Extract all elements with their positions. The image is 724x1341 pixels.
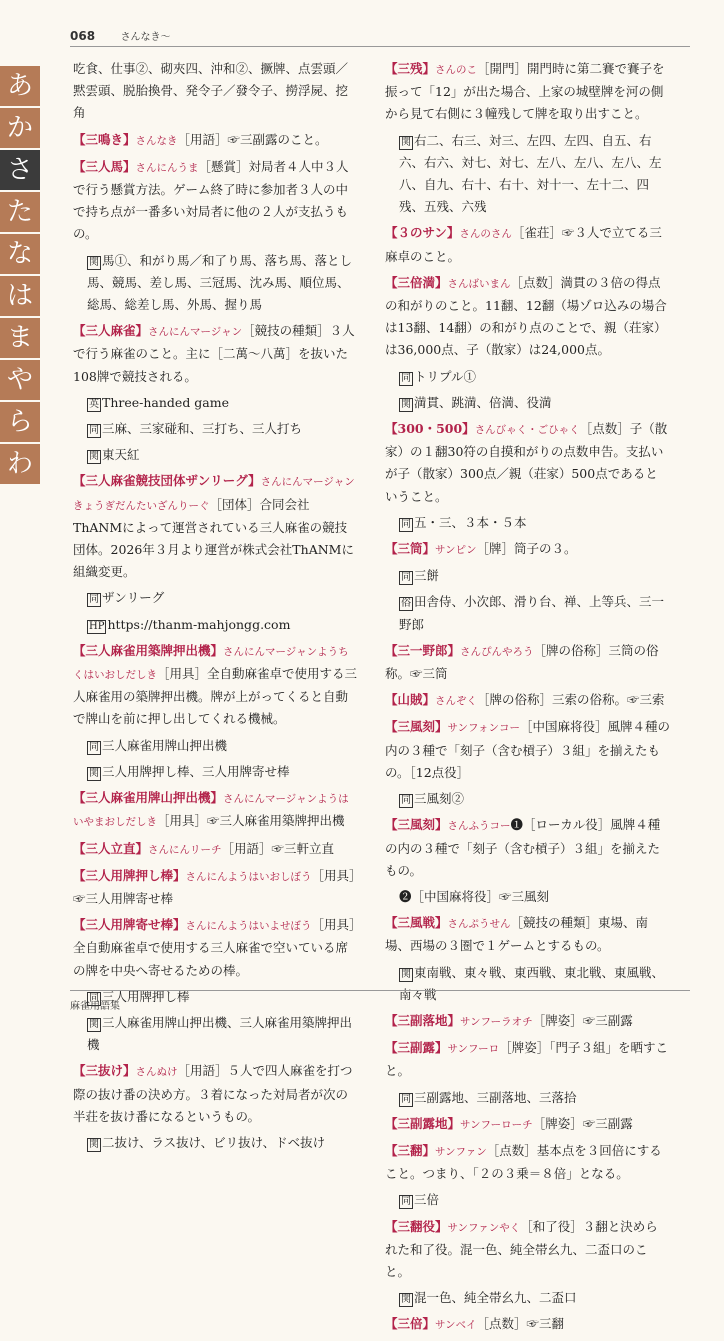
- entry-note: [385, 1087, 670, 1109]
- entry-note: [385, 1189, 670, 1211]
- entry-note: [73, 735, 358, 757]
- dictionary-entry: [73, 129, 358, 152]
- entry-note: [73, 1132, 358, 1154]
- page-header: [70, 28, 690, 47]
- entry-note: [385, 366, 670, 388]
- reading: さんにんリーチ: [148, 843, 222, 856]
- label-badge: 同: [401, 372, 411, 384]
- index-tab[interactable]: や: [0, 360, 40, 400]
- index-tab[interactable]: あ: [0, 66, 40, 106]
- label-badge: 同: [401, 795, 411, 807]
- entry-text: ［競技の種類］３人で行う麻雀のこと。主に［二萬〜八萬］を抜いた108牌で競技される。: [73, 323, 355, 384]
- headword: 【三人麻雀用築牌押出機】: [73, 642, 224, 658]
- dictionary-entry: [385, 1140, 670, 1185]
- entry-text: ［用具］☞三人用牌寄せ棒: [73, 867, 356, 906]
- reading: さんぞく: [435, 695, 478, 708]
- dictionary-entry: [385, 1216, 670, 1284]
- headword: 【三副落地】: [385, 1012, 461, 1028]
- right-column: [385, 58, 670, 1341]
- label-badge: 関: [401, 1294, 411, 1306]
- dictionary-entry: [73, 838, 358, 861]
- entry-note: [385, 1287, 670, 1309]
- label-badge: 関: [89, 451, 99, 463]
- entry-note: [73, 614, 358, 636]
- headword: 【三筒】: [385, 541, 436, 557]
- entry-text: 三餅: [414, 568, 440, 584]
- reading: サンフォンコー: [447, 722, 520, 735]
- reading: サンフーラオチ: [460, 1015, 533, 1028]
- dictionary-entry: [385, 1037, 670, 1082]
- reading: サンベイ: [435, 1319, 477, 1332]
- entry-text: 吃食、仕事②、砌夾四、沖和②、撅牌、点雲頭／黙雲頭、脱胎換骨、発令子／發令子、撈浮屍、挖角: [73, 61, 349, 121]
- dictionary-entry: [385, 222, 670, 267]
- entry-note: [73, 392, 358, 414]
- entry-text: 五・三、３本・５本: [414, 514, 527, 530]
- entry-text: 満貫、跳満、倍満、役満: [414, 394, 552, 410]
- entry-text: ［点数］基本点を３回倍にすること。つまり、「２の３乗＝８倍」となる。: [385, 1142, 662, 1182]
- headword: 【三残】: [385, 61, 436, 76]
- entry-text: トリプル①: [414, 368, 477, 384]
- entry-text: 三人用牌押し棒: [102, 988, 190, 1004]
- entry-note: [385, 392, 670, 414]
- dictionary-entry: [73, 156, 358, 246]
- dictionary-entry: [385, 418, 670, 508]
- headword: 【三風刻】: [385, 817, 448, 833]
- entry-note: [385, 788, 670, 810]
- index-tab[interactable]: は: [0, 276, 40, 316]
- dictionary-entry: [385, 689, 670, 712]
- reading: さんぷうせん: [447, 918, 511, 931]
- entry-text: 三人用牌押し棒、三人用牌寄せ棒: [102, 763, 290, 779]
- index-tab[interactable]: ら: [0, 402, 40, 442]
- reading: サンフーロ: [447, 1043, 500, 1056]
- entry-text: ［懸賞］対局者４人中３人で行う懸賞方法。ゲーム終了時に参加者３人の中で持ち点が一番多い対局者に他の２人が支払うもの。: [73, 158, 349, 242]
- reading: サンファン: [435, 1145, 487, 1158]
- index-tab[interactable]: か: [0, 108, 40, 148]
- entry-text: ［中国麻将役］風牌４種の内の３種で「刻子（含む槓子）３組」を揃えたもの。［12点役］: [385, 719, 670, 780]
- headword: 【３のサン】: [385, 225, 460, 241]
- reading: サンフーローチ: [460, 1118, 533, 1131]
- entry-text: ［牌の俗称］三索の俗称。☞三索: [477, 692, 665, 708]
- headword: 【三風戦】: [385, 915, 448, 931]
- headword: 【三人用牌寄せ棒】: [73, 917, 186, 933]
- label-badge: 英: [89, 398, 99, 410]
- entry-note: [385, 130, 670, 219]
- entry-text: ❶［ローカル役］風牌４種の内の３種で「刻子（含む槓子）３組」を揃えたもの。: [385, 817, 661, 878]
- dictionary-entry: [385, 272, 670, 362]
- index-tab[interactable]: た: [0, 192, 40, 232]
- dictionary-entry: [385, 58, 670, 126]
- entry-note: [73, 250, 358, 317]
- page-number: 068: [70, 29, 96, 43]
- entry-text: 三風刻②: [414, 791, 465, 807]
- label-badge: 関: [89, 1018, 99, 1030]
- dictionary-entry: [73, 865, 358, 910]
- entry-text: ［団体］合同会社ThANMによって運営されている三人麻雀の競技団体。2026年３月より運営が株式会社ThANMに組織変更。: [73, 496, 354, 580]
- section-label: さんなき〜: [120, 32, 171, 43]
- index-tab[interactable]: さ: [0, 150, 40, 190]
- entry-text: ［牌］筒子の３。: [476, 541, 577, 557]
- index-tab[interactable]: ま: [0, 318, 40, 358]
- label-badge: 関: [89, 767, 99, 779]
- entry-text: 三人麻雀用牌山押出機、三人麻雀用築牌押出機: [87, 1014, 353, 1053]
- entry-text: 三副露地、三副落地、三落拾: [414, 1089, 577, 1105]
- entry-text: 田舎侍、小次郎、滑り台、禅、上等兵、三一野郎: [399, 594, 665, 632]
- dictionary-entry: [73, 320, 358, 388]
- entry-text: ［競技の種類］東場、南場、西場の３圏で１ゲームとするもの。: [385, 915, 649, 954]
- page-footer: 麻雀用語集: [70, 990, 690, 1012]
- entry-text: ［点数］子（散家）の１翻30符の自摸和がりの点数申告。支払いが子（散家）300点／親（荘家）500点であるということ。: [385, 421, 668, 504]
- index-tab[interactable]: な: [0, 234, 40, 274]
- entry-note: [73, 444, 358, 466]
- dictionary-entry: [385, 814, 670, 882]
- reading: さんにんマージャンようちくはいおしだしき: [73, 645, 349, 682]
- entry-text: ［用語］５人で四人麻雀を打つ際の抜け番の決め方。３着になった対局者が次の半荘を抜け番になるというもの。: [73, 1063, 353, 1124]
- headword: 【三人麻雀競技団体ザンリーグ】: [73, 473, 261, 489]
- label-badge: 関: [401, 136, 411, 148]
- dictionary-entry: [73, 1060, 358, 1128]
- label-badge: HP: [89, 620, 105, 632]
- entry-note: [73, 418, 358, 440]
- entry-text: 東天紅: [102, 447, 140, 463]
- reading: さんぴんやろう: [460, 645, 534, 658]
- headword: 【三人馬】: [73, 158, 136, 174]
- reading: さんにんマージャン: [148, 326, 243, 339]
- reading: さんびゃく・ごひゃく: [474, 424, 580, 437]
- entry-text: ［和了役］３翻と決められた和了役。混一色、純全帯幺九、二盃口のこと。: [385, 1218, 658, 1279]
- label-badge: 関: [89, 256, 99, 268]
- entry-text: ［用具］☞三人麻雀用築牌押出機: [157, 813, 345, 829]
- label-badge: 同: [401, 1093, 411, 1105]
- dictionary-entry: [385, 1010, 670, 1033]
- label-badge: 同: [401, 518, 411, 530]
- entry-text: 三麻、三家碰和、三打ち、三人打ち: [102, 421, 303, 437]
- entry-text: ［牌の俗称］三筒の俗称。☞三筒: [385, 642, 659, 682]
- label-badge: 関: [401, 398, 411, 410]
- entry-text: ［用語］☞三副露のこと。: [177, 131, 328, 147]
- entry-text[interactable]: https://thanm-mahjongg.com: [107, 616, 291, 632]
- headword: 【三翻役】: [385, 1218, 448, 1234]
- entry-text: ザンリーグ: [102, 590, 165, 606]
- headword: 【三副露】: [385, 1040, 448, 1056]
- reading: さんなき: [135, 134, 178, 147]
- headword: 【三人用牌押し棒】: [73, 867, 186, 883]
- dictionary-entry: [385, 1313, 670, 1336]
- reading: さんにんマージャンきょうぎだんたいざんりーぐ: [73, 476, 355, 512]
- dictionary-entry: [385, 716, 670, 784]
- headword: 【三風刻】: [385, 719, 448, 735]
- entry-text: ［用語］☞三軒立直: [221, 840, 335, 856]
- dictionary-entry: [73, 787, 358, 833]
- entry-text: 三倍: [414, 1192, 440, 1208]
- reading: さんにんうま: [135, 161, 199, 174]
- entry-note: [73, 1012, 358, 1056]
- reading: さんにんようはいよせぼう: [185, 920, 312, 933]
- reading: さんぬけ: [135, 1066, 178, 1079]
- entry-text: 三人麻雀用牌山押出機: [102, 737, 228, 753]
- entry-text: 二抜け、ラス抜け、ビリ抜け、ドベ抜け: [102, 1134, 326, 1150]
- entry-note: [385, 512, 670, 534]
- entry-text: ［点数］満貫の３倍の得点の和がりのこと。11翻、12翻（場ゾロ込みの場合は13翻、14翻）の和がり点のことで、親（荘家）は36,000点、子（散家）は24,000点。: [385, 274, 667, 358]
- dictionary-entry: [385, 538, 670, 561]
- reading: さんにんようはいおしぼう: [185, 870, 312, 883]
- headword: 【三人立直】: [73, 840, 149, 856]
- entry-text: ［用具］全自動麻雀卓で使用する三人麻雀用の築牌押出機。牌が上がってくると自動で牌山を前に押し出してくれる機械。: [73, 666, 358, 727]
- index-tabs: [0, 66, 40, 486]
- entry-note: [73, 761, 358, 783]
- index-tab[interactable]: わ: [0, 444, 40, 484]
- entry-text: ［雀荘］☞３人で立てる三麻卓のこと。: [385, 225, 662, 264]
- reading: サンピン: [435, 544, 477, 557]
- dictionary-entry: [385, 640, 670, 685]
- entry-text: Three-handed game: [102, 394, 230, 410]
- dictionary-entry: [73, 470, 358, 583]
- dictionary-entry: [385, 1113, 670, 1136]
- entry-note: [73, 58, 358, 125]
- headword: 【三人麻雀】: [73, 323, 149, 339]
- entry-note: [385, 591, 670, 635]
- label-badge: 関: [89, 1138, 99, 1150]
- reading: さんにんマージャンようはいやまおしだしき: [73, 793, 349, 829]
- entry-note: [385, 886, 670, 908]
- entry-text: ［開門］開門時に第二賽で賽子を振って「12」が出た場合、上家の城壁牌を河の側から見て右側に３幢残して牌を取り出すこと。: [385, 61, 665, 122]
- headword: 【三副露地】: [385, 1115, 461, 1131]
- entry-text: ［牌姿］「門子３組」を晒すこと。: [385, 1040, 668, 1079]
- headword: 【三一野郎】: [385, 642, 461, 658]
- label-badge: 関: [401, 968, 411, 980]
- reading: さんのこ: [435, 64, 478, 76]
- headword: 【三倍満】: [385, 274, 448, 290]
- dictionary-entry: [385, 912, 670, 957]
- headword: 【三人麻雀用牌山押出機】: [73, 790, 224, 806]
- headword: 【300・500】: [385, 421, 475, 437]
- entry-note: [73, 587, 358, 609]
- entry-text: ［用具］全自動麻雀卓で使用する三人麻雀で空いている席の牌を中央へ寄せるための棒。: [73, 917, 356, 978]
- entry-text: ❷［中国麻将役］☞三風刻: [399, 888, 550, 904]
- label-badge: 同: [89, 594, 99, 606]
- reading: さんばいまん: [447, 277, 511, 290]
- entry-text: 東南戦、東々戦、東西戦、東北戦、東風戦、南々戦: [399, 964, 665, 1002]
- entry-note: [385, 565, 670, 587]
- headword: 【三翻】: [385, 1142, 436, 1158]
- reading: さんのさん: [459, 228, 512, 241]
- headword: 【三鳴き】: [73, 131, 136, 147]
- label-badge: 俗: [401, 598, 411, 610]
- label-badge: 同: [401, 1196, 411, 1208]
- label-badge: 同: [401, 572, 411, 584]
- entry-text: 馬①、和がり馬／和了り馬、落ち馬、落とし馬、競馬、差し馬、三冠馬、沈み馬、順位馬、総馬、総差し馬、外馬、握り馬: [87, 252, 353, 313]
- entry-text: 右二、右三、対三、左四、左四、自五、右六、右六、対七、対七、左八、左八、左八、左八、自九、右十、右十、対十一、左十二、四残、五残、六残: [399, 132, 662, 215]
- entry-text: 混一色、純全帯幺九、二盃口: [414, 1290, 577, 1306]
- dictionary-entry: [73, 914, 358, 982]
- label-badge: 同: [89, 741, 99, 753]
- entry-text: ［牌姿］☞三副露: [532, 1115, 633, 1131]
- label-badge: 同: [89, 425, 99, 437]
- headword: 【三抜け】: [73, 1063, 136, 1079]
- entry-text: ［点数］☞三翻: [476, 1316, 565, 1332]
- headword: 【三倍】: [385, 1316, 436, 1332]
- dictionary-entry: [73, 640, 358, 731]
- entry-text: ［牌姿］☞三副露: [532, 1012, 633, 1028]
- label-badge: 同: [89, 992, 99, 1004]
- reading: さんふうコー: [447, 820, 511, 833]
- reading: サンファンやく: [447, 1221, 521, 1234]
- headword: 【山賊】: [385, 692, 436, 708]
